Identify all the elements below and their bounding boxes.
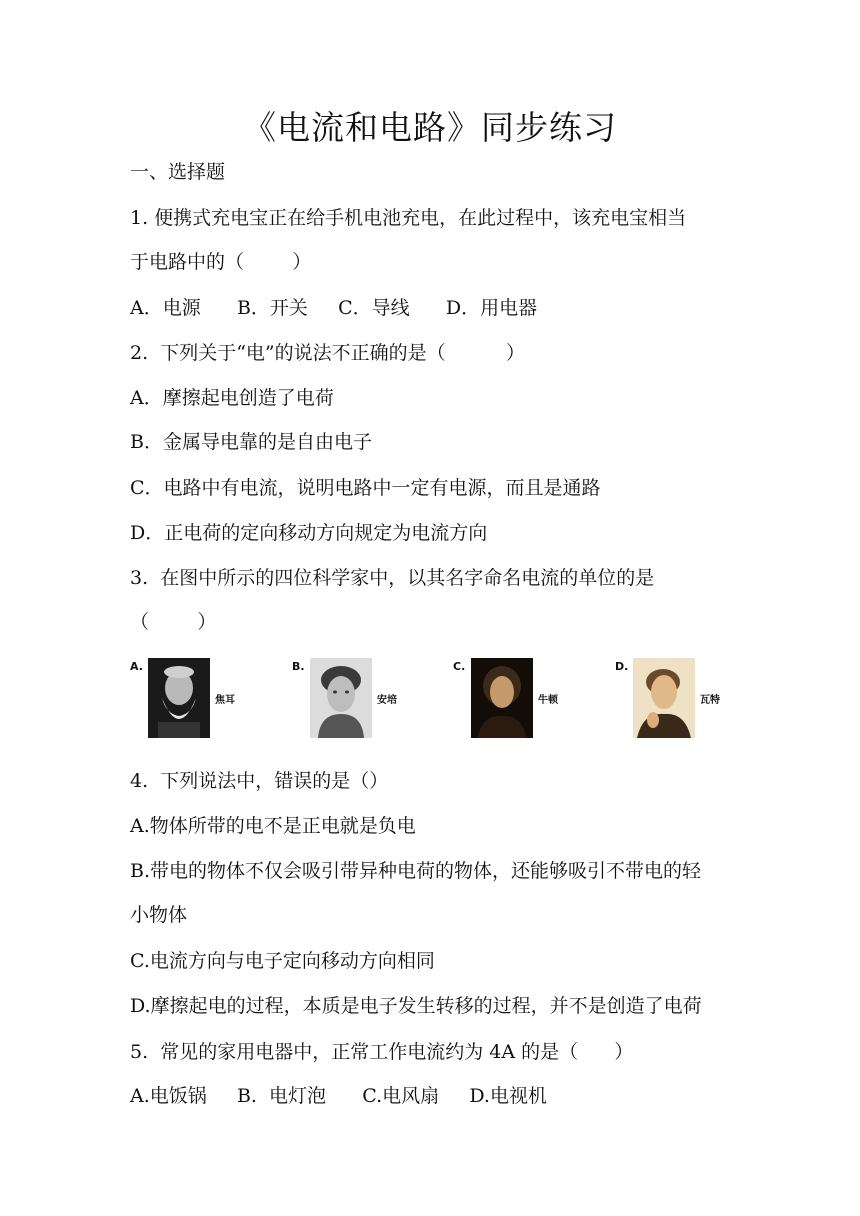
scientist-name: 牛顿 xyxy=(538,695,558,706)
q2-option-b: B．金属导电靠的是自由电子 xyxy=(130,431,372,453)
scientist-name: 焦耳 xyxy=(215,695,235,706)
q2-option-c: C．电路中有电流，说明电路中一定有电源，而且是通路 xyxy=(130,477,601,499)
q4-option-c: C.电流方向与电子定向移动方向相同 xyxy=(130,950,435,972)
page-title: 《电流和电路》同步练习 xyxy=(243,108,617,147)
portrait-letter: B. xyxy=(292,660,305,673)
q2-option-a: A．摩擦起电创造了电荷 xyxy=(130,387,334,409)
q4-option-b-line1: B.带电的物体不仅会吸引带异种电荷的物体，还能够吸引不带电的轻 xyxy=(130,860,702,882)
q4-option-b-line2: 小物体 xyxy=(130,904,188,926)
q3-stem-line2: （ ） xyxy=(130,611,217,633)
q5-options: A.电饭锅 B. 电灯泡 C.电风扇 D.电视机 xyxy=(130,1085,547,1107)
q4-option-a: A.物体所带的电不是正电就是负电 xyxy=(130,815,416,837)
scientist-portrait-image xyxy=(633,658,695,738)
portrait-letter: A. xyxy=(130,660,143,673)
q1-options: A．电源 B．开关 C．导线 D．用电器 xyxy=(130,297,538,319)
scientist-portrait-image xyxy=(310,658,372,738)
portrait-letter: D. xyxy=(615,660,629,673)
q4-option-d: D.摩擦起电的过程，本质是电子发生转移的过程，并不是创造了电荷 xyxy=(130,995,702,1017)
q1-stem-line1: 1. 便携式充电宝正在给手机电池充电，在此过程中，该充电宝相当 xyxy=(130,207,687,229)
q3-stem-line1: 3. 在图中所示的四位科学家中，以其名字命名电流的单位的是 xyxy=(130,567,655,589)
scientist-portrait-image xyxy=(471,658,533,738)
scientist-name: 安培 xyxy=(377,695,397,706)
scientist-portraits xyxy=(130,658,750,742)
q4-stem: 4. 下列说法中，错误的是（） xyxy=(130,770,389,792)
q5-stem: 5. 常见的家用电器中，正常工作电流约为 4A 的是（ ） xyxy=(130,1041,634,1063)
q1-stem-line2: 于电路中的（ ） xyxy=(130,251,312,273)
section-heading: 一、选择题 xyxy=(130,161,226,183)
portrait-letter: C. xyxy=(453,660,466,673)
q2-stem: 2. 下列关于“电”的说法不正确的是（ ） xyxy=(130,342,526,364)
q2-option-d: D．正电荷的定向移动方向规定为电流方向 xyxy=(130,522,488,544)
scientist-name: 瓦特 xyxy=(700,695,720,706)
scientist-portrait-image xyxy=(148,658,210,738)
